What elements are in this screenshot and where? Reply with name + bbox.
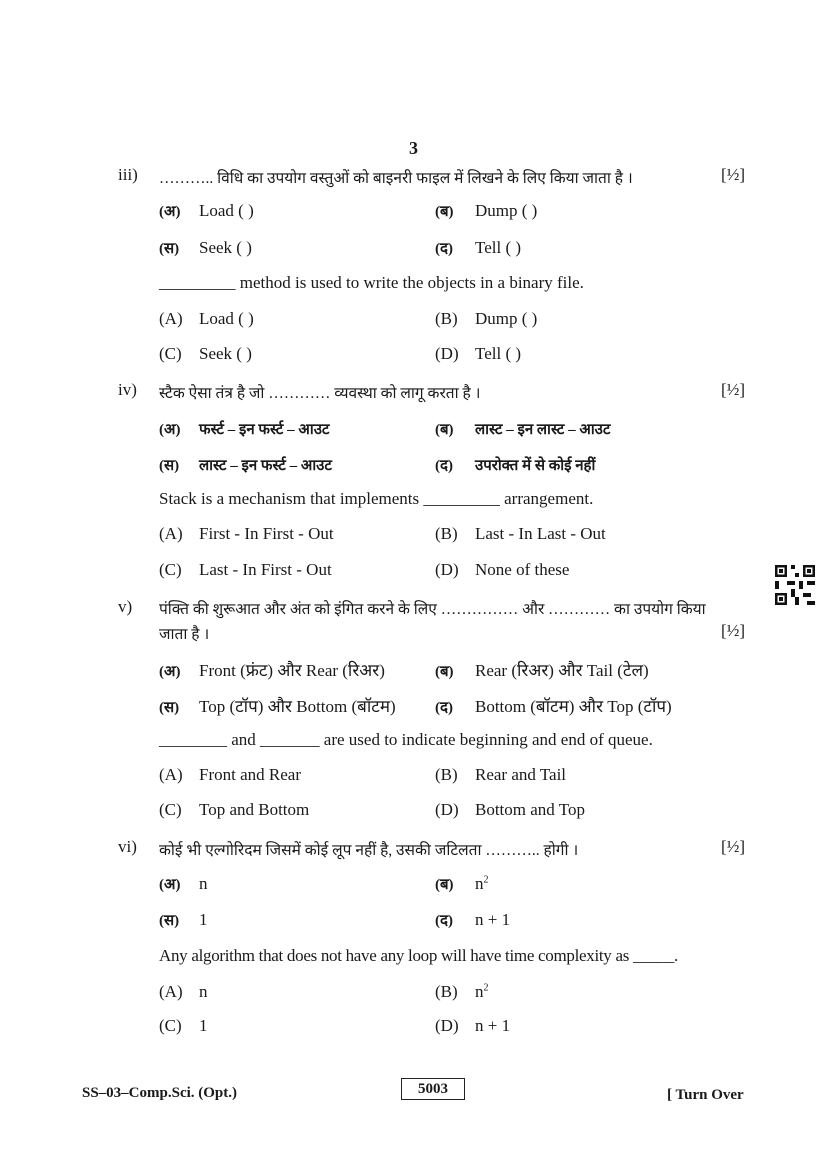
- option-label: (A): [159, 524, 183, 543]
- option-label: (D): [435, 1016, 459, 1035]
- qr-code-icon: [775, 565, 815, 605]
- option-label: (अ): [159, 664, 181, 680]
- option-english-c: [159, 1016, 208, 1036]
- option-label: (A): [159, 309, 183, 328]
- option-hindi-d: [435, 455, 595, 475]
- option-label: (द): [435, 700, 453, 716]
- option-text: Seek ( ): [199, 238, 252, 257]
- option-english-a: [159, 982, 208, 1002]
- question-number: iii): [118, 165, 138, 184]
- option-hindi-d: [435, 238, 521, 258]
- option-english-a: [159, 765, 301, 785]
- paper-code: SS–03–Comp.Sci. (Opt.): [82, 1085, 238, 1101]
- option-label: (ब): [435, 664, 454, 680]
- option-text: Top and Bottom: [199, 800, 310, 819]
- option-label: (A): [159, 765, 183, 784]
- option-text: 1: [199, 1016, 208, 1035]
- option-label: (C): [159, 560, 182, 579]
- question-text-english: _________ method is used to write the objects in a binary file.: [159, 273, 584, 292]
- option-label: (स): [159, 241, 180, 257]
- question-number: vi): [118, 837, 137, 856]
- option-text: n: [199, 874, 208, 893]
- option-text: Tell ( ): [475, 238, 522, 257]
- turn-over-label: [ Turn Over: [667, 1087, 744, 1103]
- option-english-d: [435, 560, 569, 580]
- question-text-english: Stack is a mechanism that implements _________ arrangement.: [159, 489, 594, 508]
- option-hindi-a: [159, 658, 385, 681]
- option-english-d: [435, 1016, 510, 1036]
- question-text-english: ________ and _______ are used to indicate beginning and end of queue.: [159, 730, 653, 749]
- question-marks: [½]: [721, 165, 746, 184]
- question-text-hindi: कोई भी एल्गोरिदम जिसमें कोई लूप नहीं है, उसकी जटिलता ……….. होगी ।: [159, 842, 579, 859]
- option-text: 1: [199, 910, 208, 929]
- option-text: First - In First - Out: [199, 524, 334, 543]
- option-label: (द): [435, 913, 453, 929]
- option-english-b: [435, 524, 606, 544]
- option-superscript: 2: [483, 874, 489, 886]
- question-text-hindi: ……….. विधि का उपयोग वस्तुओं को बाइनरी फाइल में लिखने के लिए किया जाता है ।: [159, 170, 633, 187]
- option-text: Top (टॉप) और Bottom (बॉटम): [199, 697, 396, 716]
- option-text: Load ( ): [199, 309, 254, 328]
- option-label: (ब): [435, 422, 454, 438]
- option-text: लास्ट – इन फर्स्ट – आउट: [199, 458, 332, 474]
- option-hindi-b: [435, 874, 489, 894]
- option-hindi-c: [159, 238, 252, 258]
- option-label: (B): [435, 309, 458, 328]
- option-text: Rear (रिअर) और Tail (टेल): [475, 661, 649, 680]
- option-label: (स): [159, 700, 180, 716]
- option-label: (द): [435, 241, 453, 257]
- page-number: 3: [409, 138, 418, 158]
- option-label: (स): [159, 458, 180, 474]
- option-hindi-a: [159, 201, 254, 221]
- option-hindi-c: [159, 455, 332, 475]
- option-hindi-d: [435, 910, 510, 930]
- option-label: (द): [435, 458, 453, 474]
- question-marks: [½]: [721, 621, 746, 640]
- option-english-a: [159, 309, 254, 329]
- option-text: Last - In Last - Out: [475, 524, 606, 543]
- option-text: Load ( ): [199, 201, 254, 220]
- option-text: n + 1: [475, 1016, 511, 1035]
- option-label: (D): [435, 344, 459, 363]
- option-hindi-d: [435, 694, 672, 717]
- option-label: (D): [435, 560, 459, 579]
- option-text: n: [475, 982, 484, 1001]
- question-text-hindi-line1: पंक्ति की शुरूआत और अंत को इंगित करने के लिए …………… और ………… का उपयोग किया: [159, 601, 706, 618]
- option-text: Tell ( ): [475, 344, 522, 363]
- option-hindi-b: [435, 419, 610, 439]
- option-english-d: [435, 344, 521, 364]
- option-label: (D): [435, 800, 459, 819]
- option-label: (अ): [159, 877, 181, 893]
- option-hindi-b: [435, 658, 649, 681]
- option-label: (B): [435, 524, 458, 543]
- option-text: Bottom and Top: [475, 800, 585, 819]
- option-text: Front and Rear: [199, 765, 301, 784]
- option-text: Bottom (बॉटम) और Top (टॉप): [475, 697, 672, 716]
- option-english-b: [435, 982, 489, 1002]
- option-text: फर्स्ट – इन फर्स्ट – आउट: [199, 422, 330, 438]
- option-text: Last - In First - Out: [199, 560, 332, 579]
- option-label: (स): [159, 913, 180, 929]
- option-label: (B): [435, 982, 458, 1001]
- question-number: iv): [118, 380, 137, 399]
- option-text: None of these: [475, 560, 570, 579]
- question-text-english: Any algorithm that does not have any loop will have time complexity as _____.: [159, 946, 678, 965]
- option-english-c: [159, 344, 252, 364]
- option-english-a: [159, 524, 334, 544]
- option-superscript: 2: [483, 982, 489, 994]
- option-text: n: [199, 982, 208, 1001]
- option-english-b: [435, 765, 566, 785]
- option-text: n: [475, 874, 484, 893]
- option-label: (A): [159, 982, 183, 1001]
- option-text: n + 1: [475, 910, 511, 929]
- option-hindi-b: [435, 201, 537, 221]
- option-label: (अ): [159, 422, 181, 438]
- option-label: (ब): [435, 877, 454, 893]
- question-marks: [½]: [721, 380, 746, 399]
- question-marks: [½]: [721, 837, 746, 856]
- option-hindi-a: [159, 419, 329, 439]
- option-english-b: [435, 309, 537, 329]
- option-text: Seek ( ): [199, 344, 252, 363]
- option-english-c: [159, 560, 332, 580]
- question-number: v): [118, 597, 133, 616]
- option-label: (ब): [435, 204, 454, 220]
- option-text: Dump ( ): [475, 201, 538, 220]
- option-label: (अ): [159, 204, 181, 220]
- option-text: लास्ट – इन लास्ट – आउट: [475, 422, 611, 438]
- option-label: (C): [159, 344, 182, 363]
- option-english-d: [435, 800, 585, 820]
- option-hindi-c: [159, 694, 396, 717]
- option-hindi-c: [159, 910, 208, 930]
- option-label: (C): [159, 1016, 182, 1035]
- question-text-hindi: स्टैक ऐसा तंत्र है जो ………… व्यवस्था को लागू करता है ।: [159, 385, 481, 402]
- option-text: उपरोक्त में से कोई नहीं: [475, 458, 596, 474]
- option-text: Front (फ्रंट) और Rear (रिअर): [199, 661, 385, 680]
- option-text: Dump ( ): [475, 309, 538, 328]
- option-label: (C): [159, 800, 182, 819]
- option-text: Rear and Tail: [475, 765, 567, 784]
- question-text-hindi-line2: जाता है ।: [159, 626, 210, 643]
- option-label: (B): [435, 765, 458, 784]
- option-english-c: [159, 800, 309, 820]
- option-hindi-a: [159, 874, 208, 894]
- paper-number-box: 5003: [401, 1078, 465, 1100]
